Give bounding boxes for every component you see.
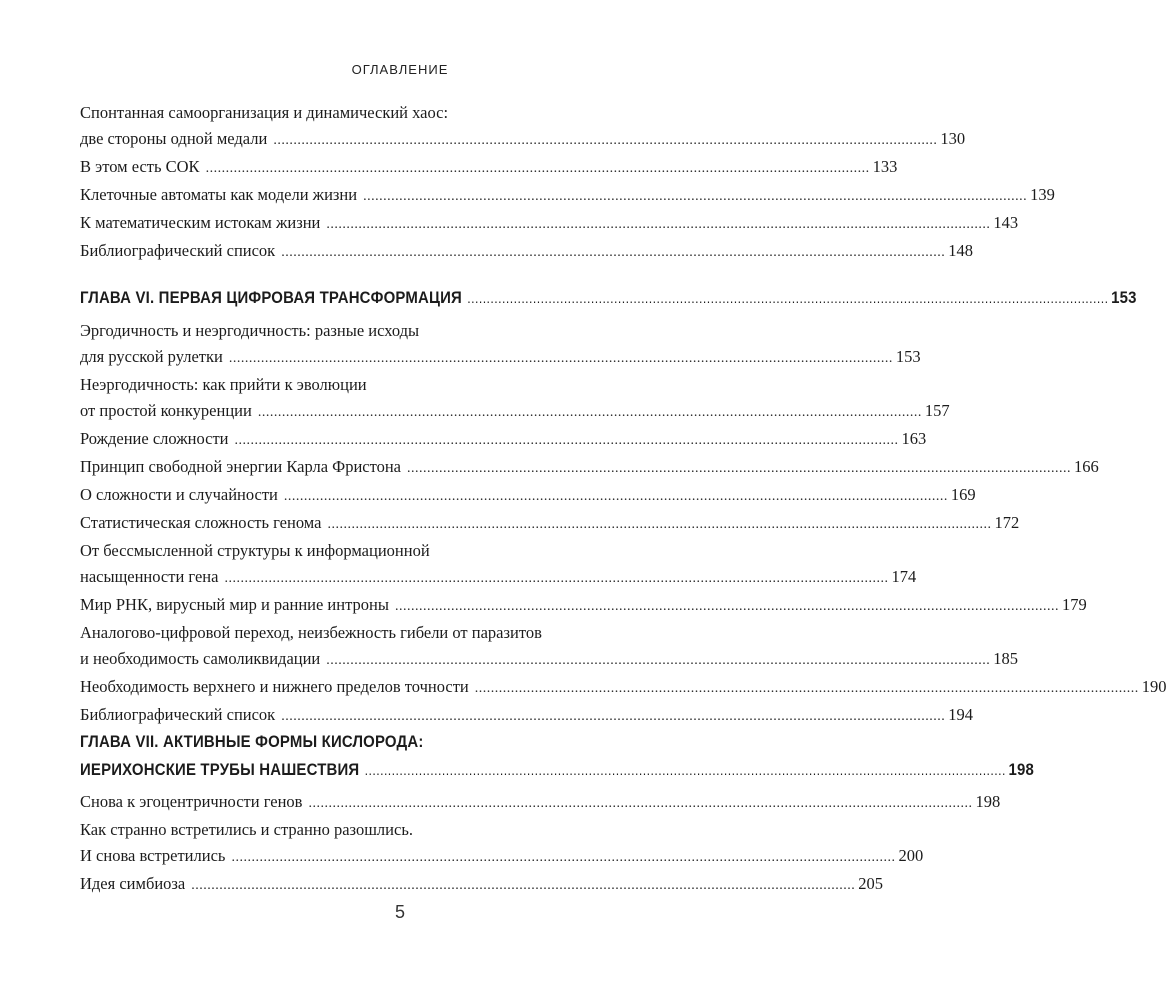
leader-dots: ...................................................................................................................................................................... [407, 461, 1071, 476]
chapter-page-number: 153 [1111, 288, 1137, 307]
toc-entry [80, 510, 1020, 538]
toc-page-number: 139 [1030, 185, 1055, 204]
toc-entry-title: от простой конкуренции [80, 401, 252, 420]
toc-page-number: 194 [948, 705, 973, 724]
toc-entry-title: Клеточные автоматы как модели жизни [80, 185, 358, 204]
toc-entry-title: две стороны одной медали [80, 129, 268, 148]
leader-dots: ...................................................................................................................................................................... [327, 517, 992, 532]
page-header: ОГЛАВЛЕНИЕ [351, 62, 449, 77]
toc-section-chapter-7 [80, 728, 1035, 899]
toc-page-number: 157 [924, 401, 950, 420]
page-number: 5 [394, 902, 405, 922]
toc-entry-title: насыщенности гена [80, 567, 219, 586]
leader-dots: ...................................................................................................................................................................... [283, 489, 948, 504]
chapter-page-number: 198 [1008, 760, 1035, 779]
toc-page-number: 166 [1074, 457, 1099, 476]
toc-entry [80, 100, 966, 154]
chapter-title-line: ГЛАВА VII. АКТИВНЫЕ ФОРМЫ КИСЛОРОДА: [80, 732, 424, 751]
toc-entry [80, 817, 924, 871]
toc-section-chapter-6 [80, 284, 1167, 730]
toc-entry-title: и необходимость самоликвидации [80, 649, 321, 668]
toc-entry-title-line: Эргодичность и неэргодичность: разные исходы [80, 321, 420, 340]
toc-page-number: 174 [891, 567, 917, 586]
toc-section-top [80, 100, 1055, 266]
leader-dots: ...................................................................................................................................................................... [326, 653, 991, 668]
leader-dots: ...................................................................................................................................................................... [363, 189, 1028, 204]
toc-entry [80, 538, 917, 592]
toc-entry [80, 182, 1055, 210]
toc-entry-title-line: Как странно встретились и странно разошлись. [80, 820, 413, 839]
toc-entry-title: Библиографический список [80, 241, 276, 260]
toc-entry-title: К математическим истокам жизни [80, 213, 321, 232]
toc-entry-title: О сложности и случайности [80, 485, 278, 504]
leader-dots: ...................................................................................................................................................................... [394, 599, 1059, 614]
toc-page-number: 148 [948, 241, 973, 260]
toc-page-number: 190 [1141, 677, 1167, 696]
toc-entry-title: Снова к эгоцентричности генов [80, 792, 303, 811]
toc-entry-title-line: Спонтанная самоорганизация и динамический хаос: [80, 103, 449, 122]
leader-dots: ...................................................................................................................................................................... [281, 709, 946, 724]
toc-page-number: 169 [950, 485, 976, 504]
leader-dots: ...................................................................................................................................................................... [191, 878, 856, 893]
toc-entry-title: Рождение сложности [80, 429, 229, 448]
toc-entry [80, 674, 1167, 702]
toc-entry [80, 871, 884, 899]
toc-entry [80, 620, 1019, 674]
leader-dots: ...................................................................................................................................................................... [467, 290, 1109, 306]
toc-page-number: 130 [940, 129, 966, 148]
leader-dots: ...................................................................................................................................................................... [228, 351, 893, 366]
toc-entry-title: Статистическая сложность генома [80, 513, 322, 532]
toc-entry-title: Мир РНК, вирусный мир и ранние интроны [80, 595, 389, 614]
chapter-heading [80, 728, 1035, 784]
toc-entry-title-line: Аналогово-цифровой переход, неизбежность гибели от паразитов [80, 623, 542, 642]
toc-page-number: 205 [858, 874, 884, 893]
leader-dots: ...................................................................................................................................................................... [205, 161, 870, 176]
leader-dots: ...................................................................................................................................................................... [231, 850, 896, 865]
toc-entry-title: для русской рулетки [80, 347, 223, 366]
toc-page-number: 133 [872, 157, 898, 176]
toc-entry-title: Библиографический список [80, 705, 276, 724]
leader-dots: ...................................................................................................................................................................... [364, 762, 1006, 778]
leader-dots: ...................................................................................................................................................................... [474, 681, 1139, 696]
toc-entry [80, 702, 973, 730]
toc-entry [80, 154, 898, 182]
toc-entry-title: В этом есть СОК [80, 157, 200, 176]
toc-entry [80, 789, 1001, 817]
toc-page-number: 198 [975, 792, 1001, 811]
toc-entry-title: Принцип свободной энергии Карла Фристона [80, 457, 401, 476]
toc-page-number: 163 [901, 429, 927, 448]
toc-page-number: 153 [895, 347, 921, 366]
toc-entry [80, 238, 973, 266]
leader-dots: ...................................................................................................................................................................... [308, 796, 973, 811]
toc-entry [80, 318, 921, 372]
toc-entry-title: И снова встретились [80, 846, 226, 865]
toc-entry-title-line: От бессмысленной структуры к информационной [80, 541, 430, 560]
leader-dots: ...................................................................................................................................................................... [273, 133, 938, 148]
toc-entry [80, 592, 1087, 620]
toc-entry-title: Идея симбиоза [80, 874, 186, 893]
leader-dots: ...................................................................................................................................................................... [281, 245, 946, 260]
toc-entry [80, 372, 950, 426]
toc-entry [80, 426, 927, 454]
toc-page-number: 172 [994, 513, 1020, 532]
leader-dots: ...................................................................................................................................................................... [234, 433, 899, 448]
toc-entry-title: Необходимость верхнего и нижнего пределов точности [80, 677, 469, 696]
leader-dots: ...................................................................................................................................................................... [257, 405, 922, 420]
toc-page-number: 143 [993, 213, 1019, 232]
chapter-title: ИЕРИХОНСКИЕ ТРУБЫ НАШЕСТВИЯ [80, 760, 360, 779]
toc-page-number: 185 [993, 649, 1019, 668]
leader-dots: ...................................................................................................................................................................... [326, 217, 991, 232]
toc-entry [80, 210, 1019, 238]
chapter-title: ГЛАВА VI. ПЕРВАЯ ЦИФРОВАЯ ТРАНСФОРМАЦИЯ [80, 288, 462, 307]
toc-page-number: 179 [1061, 595, 1087, 614]
toc-entry-title-line: Неэргодичность: как прийти к эволюции [80, 375, 367, 394]
toc-entry [80, 454, 1099, 482]
leader-dots: ...................................................................................................................................................................... [224, 571, 889, 586]
chapter-heading [80, 284, 1137, 312]
toc-page-number: 200 [898, 846, 924, 865]
toc-entry [80, 482, 976, 510]
